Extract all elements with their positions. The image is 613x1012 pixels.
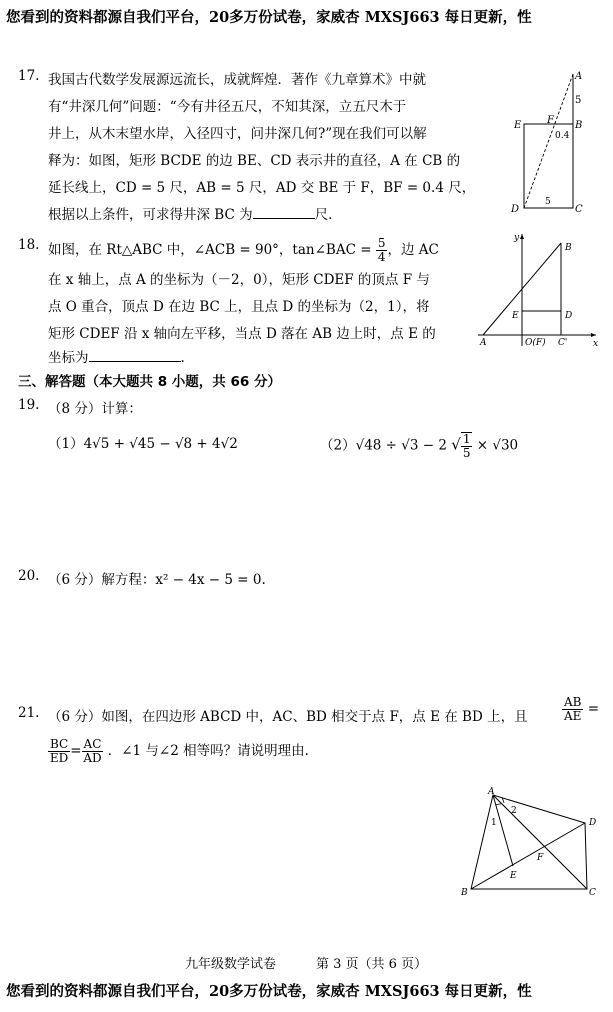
q19-fraction [461,432,473,460]
q21-f2-den: ED [49,751,69,765]
q21-angle-2: 2 [511,806,517,816]
q21-label-A: A [488,787,495,797]
q17-well-figure [505,70,591,215]
q19-part-2-expr-a: √48 ÷ √3 − 2 [355,437,447,454]
top-banner: 您看到的资料都源自我们平台，20多万份试卷，家威杏 MXSJ663 每日更新，性 [6,9,532,26]
q21-angle-1: 1 [491,818,497,828]
q18-line-2: 在 x 轴上，点 A 的坐标为（－2，0），矩形 CDEF 的顶点 F 与 [48,272,430,288]
footer-title: 九年级数学试卷 [185,957,277,972]
q20-number: 20. [18,568,40,584]
q21-f1-num: AB [564,695,582,709]
q21-frac-ac-ad [82,738,104,765]
q18-answer-blank [89,349,181,362]
q21-frac-bc-ed [48,738,70,765]
q18-number: 18. [18,237,40,253]
q18-label-C: C' [558,338,568,348]
q18-tan-fraction [376,237,388,264]
q18-label-E: E [512,311,519,321]
q17-label-C: C [575,204,583,215]
q18-line-1-end: ，边 AC [387,242,439,258]
q21-frac-ab-ae [562,696,583,723]
q19-part-1 [48,432,238,452]
q18-label-x: x [593,339,599,348]
q18-line-5 [48,346,185,366]
q17-line-6-text: 根据以上条件，可求得井深 BC 为 [48,207,253,223]
q21-line-1: （6 分）如图，在四边形 ABCD 中，AC、BD 相交于点 F，点 E 在 BD 上，且 [48,709,528,725]
q18-line-4: 矩形 CDEF 沿 x 轴向左平移，当点 D 落在 AB 边上时，点 E 的 [48,326,436,342]
q18-line-1-text: 如图，在 Rt△ABC 中，∠ACB = 90°，tan∠BAC = [48,242,372,258]
q19-heading: （8 分）计算： [48,401,142,417]
q18-line-5-end: . [180,350,185,366]
q17-label-F: F [547,115,554,126]
q18-line-5-text: 坐标为 [48,350,89,366]
footer-page: 第 3 页（共 6 页） [316,957,428,972]
q21-f3-num: AC [83,737,102,751]
q21-f3-den: AD [83,751,102,765]
q18-coordinate-figure [472,228,602,348]
q17-line-6 [48,203,332,223]
q17-line-1: 我国古代数学发展源远流长，成就辉煌．著作《九章算术》中就 [48,72,426,88]
q17-label-ab: 5 [575,95,582,106]
q21-line-2-text: ．∠1 与∠2 相等吗？请说明理由. [107,743,309,759]
q21-f2-num: BC [50,737,69,751]
q17-line-5: 延长线上，CD = 5 尺，AB = 5 尺，AD 交 BE 于 F，BF = 0.4 尺， [48,180,476,196]
q21-label-B: B [461,888,468,897]
q18-label-A: A [480,338,487,348]
q18-frac-num: 5 [377,236,386,250]
q19-part-2 [320,432,518,460]
q19-part-1-expr: 4√5 + √45 − √8 + 4√2 [83,436,238,452]
q18-label-B: B [565,243,572,253]
q21-line-2 [48,738,309,765]
q21-label-C: C [589,888,596,897]
q19-number: 19. [18,397,40,413]
q17-line-3: 井上，从木末望水岸，入径四寸，问井深几何?”现在我们可以解 [48,126,427,142]
q18-frac-den: 4 [377,250,386,264]
q21-label-F: F [537,853,544,863]
q21-label-E: E [510,871,517,881]
q21-label-D: D [589,818,597,828]
q18-label-y: y [514,233,520,243]
q21-number: 21. [18,705,40,721]
q17-label-bf: 0.4 [555,131,570,141]
q17-line-4: 释为：如图，矩形 BCDE 的边 BE、CD 表示井的直径，A 在 CB 的 [48,153,461,169]
q17-label-A: A [575,71,583,82]
q19-part-2-expr-b: × √30 [476,437,519,454]
q17-label-E: E [514,120,522,131]
q18-label-D: D [565,311,573,321]
q17-number: 17. [18,68,40,84]
q21-f1-den: AE [564,709,582,723]
q17-label-D: D [511,204,520,215]
q17-label-dc: 5 [545,197,551,207]
q21-ratio-1 [562,696,599,723]
q18-line-1 [48,237,439,264]
q21-quadrilateral-figure [455,785,605,897]
bottom-banner: 您看到的资料都源自我们平台，20多万份试卷，家威杏 MXSJ663 每日更新，性 [6,983,532,1000]
q19-frac-num: 1 [462,432,471,446]
q19-part-2-label: （2） [320,437,356,454]
q17-line-6-end: 尺. [314,207,333,223]
q18-label-OF: O(F) [525,338,546,348]
q19-frac-den: 5 [462,446,471,460]
q21-equals-1: = [587,701,600,717]
q17-label-B: B [575,120,583,131]
section-3-heading: 三、解答题（本大题共 8 小题，共 66 分） [18,374,281,390]
q17-line-2: 有“井深几何”问题：“今有井径五尺，不知其深，立五尺木于 [48,99,407,115]
q19-part-1-label: （1） [48,436,84,452]
q21-equals-2: = [70,743,82,759]
q18-line-3: 点 O 重合，顶点 D 在边 BC 上，且点 D 的坐标为（2，1），将 [48,299,430,315]
q20-text: （6 分）解方程：x² − 4x − 5 = 0. [48,572,266,588]
q19-sqrt-symbol: √ [451,435,461,454]
q17-answer-blank [253,206,315,219]
